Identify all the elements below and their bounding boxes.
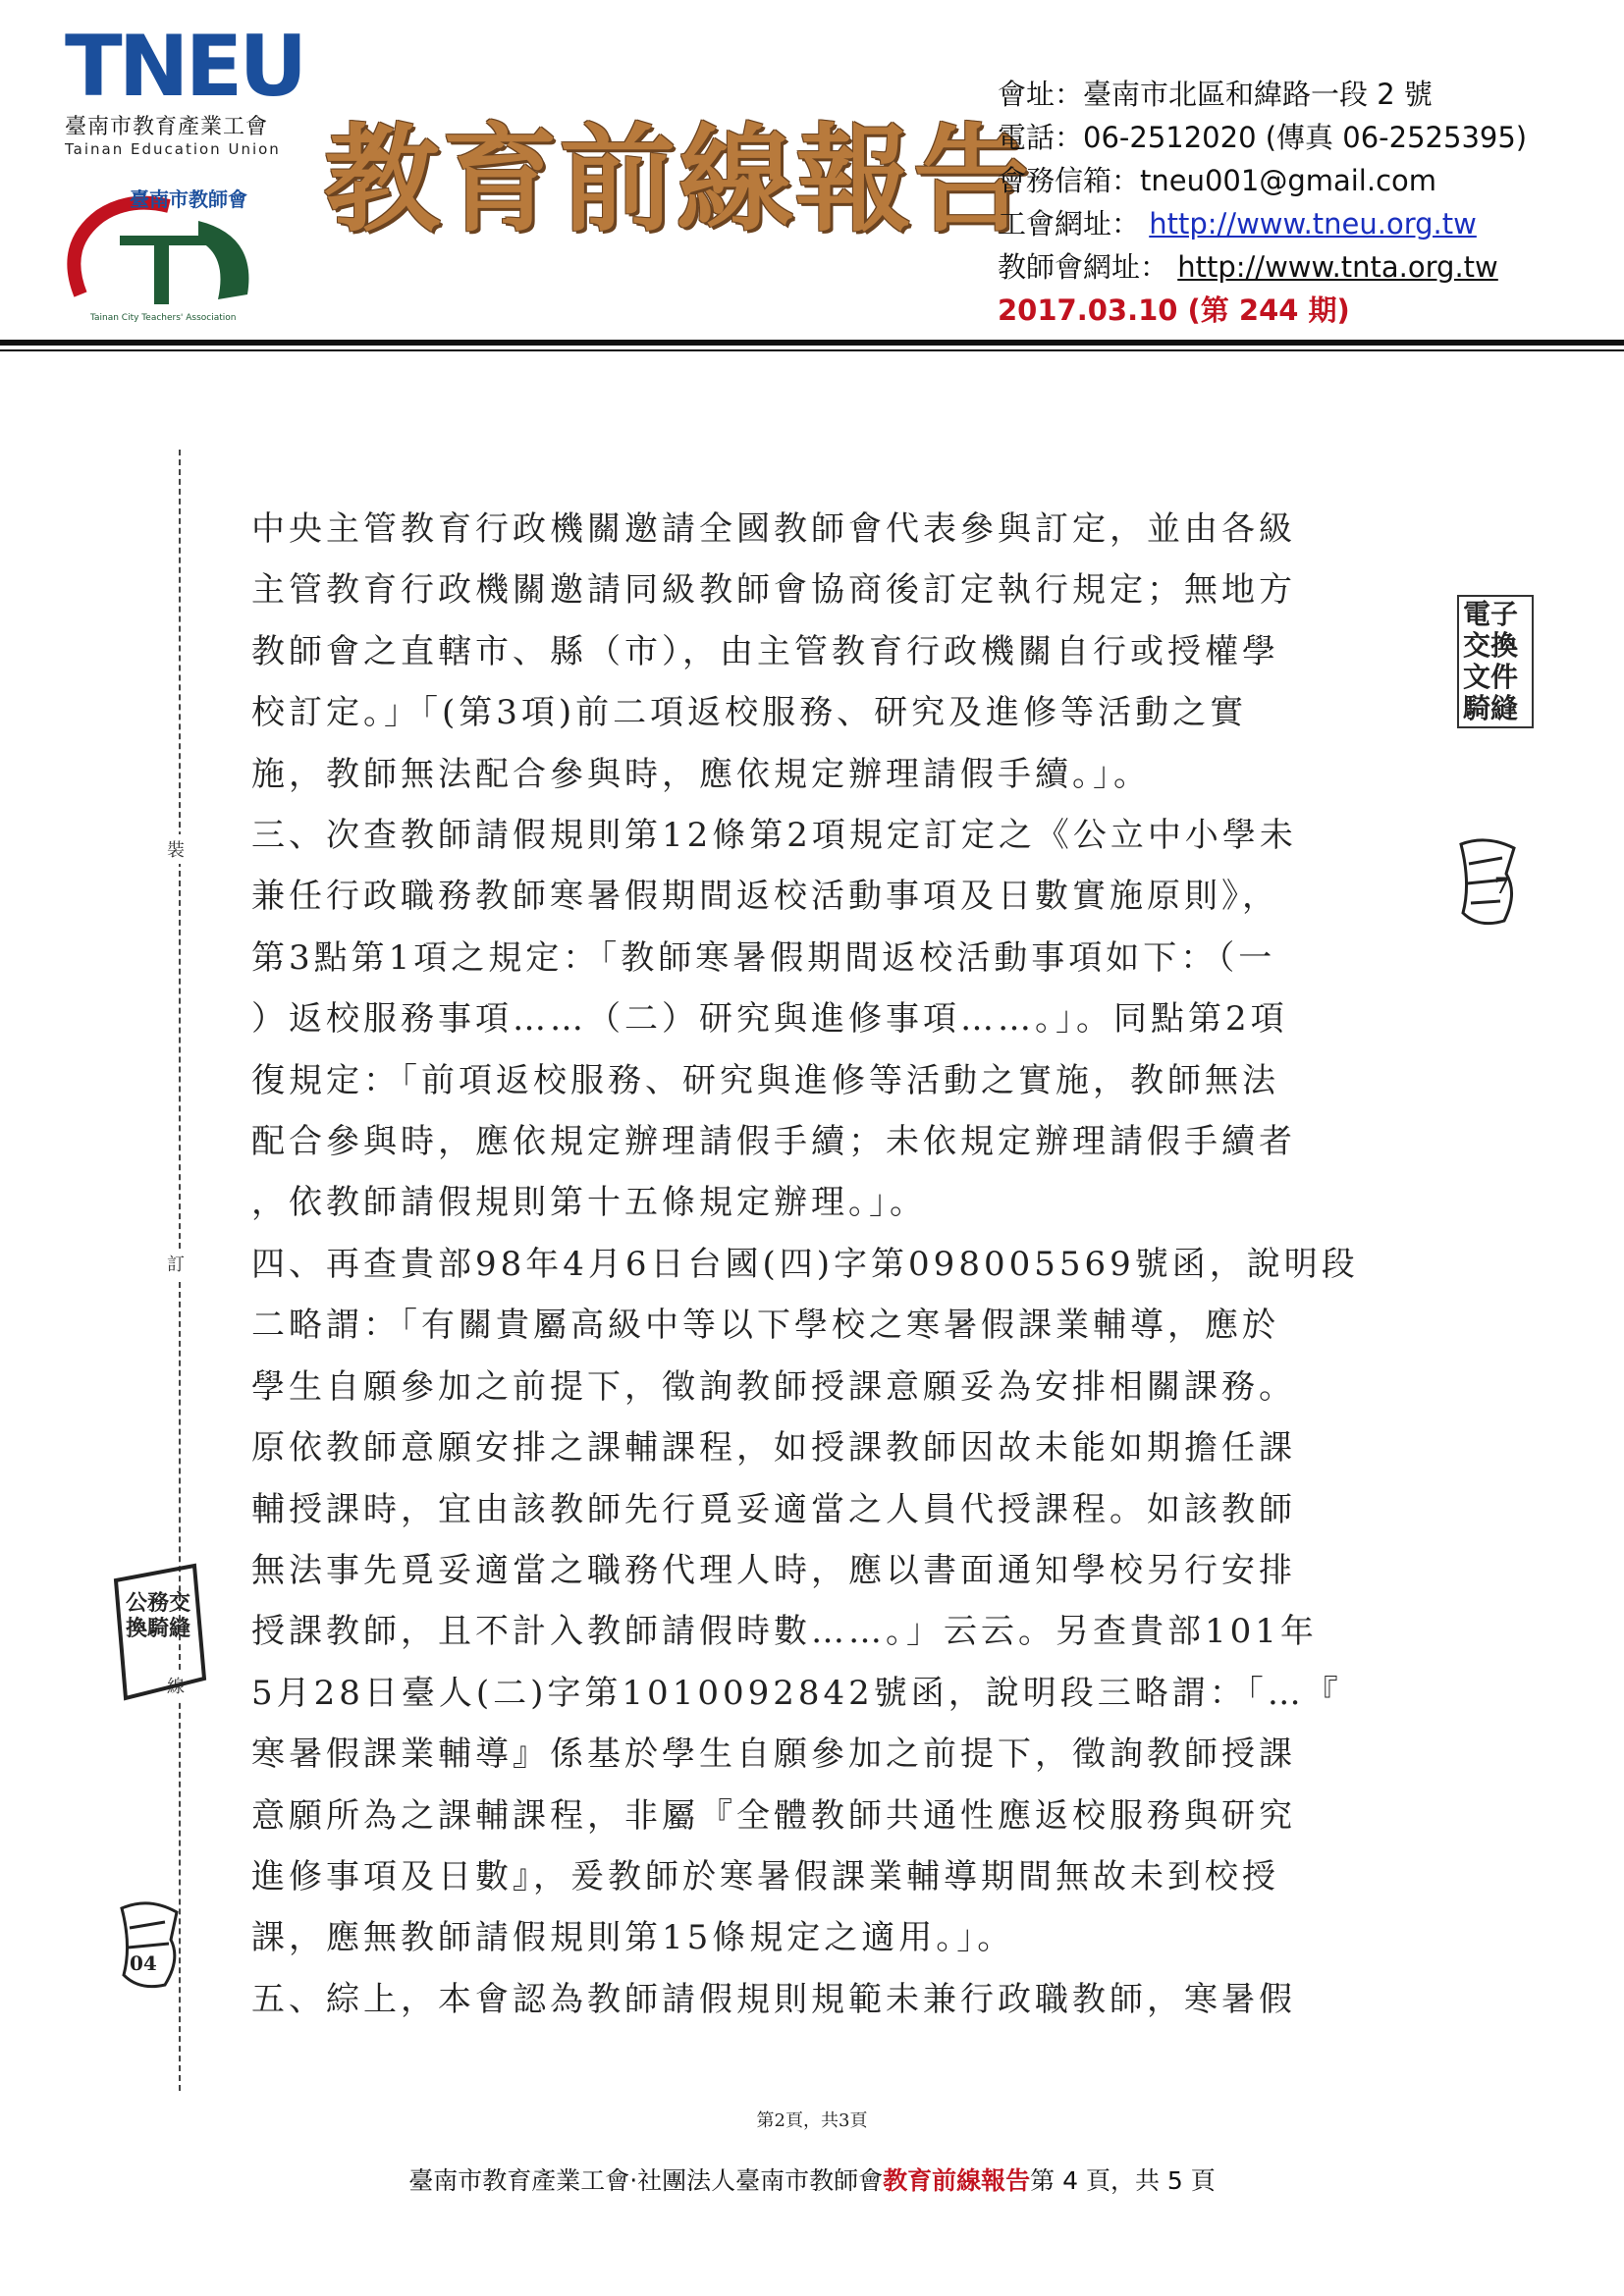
union-name-cn: 臺南市教育產業工會 [65,115,269,139]
left-seal-stamp [106,1561,214,1712]
side-seal-stamp: 電子交換 文件騎縫 [1457,595,1534,728]
body-line: 五、綜上，本會認為教師請假規則規範未兼行政職教師，寒暑假 [251,1979,1296,2019]
footer [0,2162,1624,2197]
union-name-en: Tainan Education Union [65,140,281,158]
footer-org: 臺南市教育產業工會‧社團法人臺南市教師會 [408,2166,884,2195]
left-seal-text: 公務交換騎縫 [126,1590,191,1641]
torn-mark-icon [1457,834,1520,929]
body-line: 學生自願參加之前提下，徵詢教師授課意願妥為安排相關課務。 [251,1366,1296,1407]
address: 會址：臺南市北區和緯路一段 2 號 [998,78,1433,111]
body-line: 意願所為之課輔課程，非屬『全體教師共通性應返校服務與研究 [251,1795,1296,1836]
body-line: 復規定：「前項返校服務、研究與進修等活動之實施，教師無法 [251,1060,1279,1100]
header-rule-thick [0,340,1624,346]
contact-block [998,73,1587,332]
body-line: 寒暑假課業輔導』係基於學生自願參加之前提下，徵詢教師授課 [251,1735,1296,1775]
body-line: 授課教師，且不計入教師請假時數……。」云云。另查貴部101年 [251,1612,1318,1652]
issue-date: 2017.03.10 (第 244 期) [998,294,1350,327]
cut-mark-number-2: 04 [130,1951,157,1975]
body-line: 教師會之直轄市、縣（市），由主管教育行政機關自行或授權學 [251,631,1279,671]
binding-label-zhuang: 裝 [167,834,185,864]
email: 會務信箱：tneu001@gmail.com [998,164,1437,197]
body-line: ）返校服務事項……（二）研究與進修事項……。」。同點第2項 [251,999,1288,1040]
tneu-logo-mark: TNEU [65,18,304,116]
body-line: 施，教師無法配合參與時，應依規定辦理請假手續。」。 [251,754,1151,794]
body-line: 三、次查教師請假規則第12條第2項規定訂定之《公立中小學未 [251,816,1297,856]
assoc-site-label: 教師會網址： [998,250,1169,284]
body-line: 主管教育行政機關邀請同級教師會協商後訂定執行規定；無地方 [251,570,1296,611]
body-line: 兼任行政職務教師寒暑假期間返校活動事項及日數實施原則》， [251,877,1279,917]
cut-mark-stamp [1457,834,1520,933]
body-line: 無法事先覓妥適當之職務代理人時，應以書面通知學校另行安排 [251,1550,1296,1590]
union-site-label: 工會網址： [998,207,1141,240]
body-line: 二略謂：「有關貴屬高級中等以下學校之寒暑假課業輔導，應於 [251,1306,1279,1346]
footer-page: 第 4 頁，共 5 頁 [1030,2166,1216,2195]
assoc-site-row [998,245,1587,289]
header-rule-thin [0,349,1624,351]
tta-logo-en: Tainan City Teachers' Association [90,313,237,323]
body-line: 中央主管教育行政機關邀請全國教師會代表參與訂定，並由各級 [251,509,1296,549]
tta-logo-text: 臺南市教師會 [130,187,247,211]
masthead-title: 教育前線報告 [324,111,1032,247]
cut-mark-stamp-2 [116,1896,185,1995]
body-line: 輔授課時，宜由該教師先行覓妥適當之人員代授課程。如該教師 [251,1489,1296,1529]
footer-publication: 教育前線報告 [883,2166,1031,2195]
union-site-row [998,202,1587,245]
union-site-link[interactable]: http://www.tneu.org.tw [1149,207,1477,240]
torn-mark-icon-2 [116,1896,185,1991]
scanned-letter-body [251,499,1410,2030]
assoc-site-link[interactable]: http://www.tnta.org.tw [1177,250,1498,284]
body-line: 原依教師意願安排之課輔課程，如授課教師因故未能如期擔任課 [251,1428,1296,1468]
tneu-logo [65,18,304,158]
body-line: 5月28日臺人(二)字第1010092842號函，說明段三略謂：「…『 [251,1673,1342,1713]
body-line: 校訂定。」「(第3項)前二項返校服務、研究及進修等活動之實 [251,693,1248,733]
body-line: 配合參與時，應依規定辦理請假手續；未依規定辦理請假手續者 [251,1122,1296,1162]
body-line: 第3點第1項之規定：「教師寒暑假期間返校活動事項如下：（一 [251,937,1276,978]
body-line: ，依教師請假規則第十五條規定辦理。」。 [251,1183,927,1223]
body-line: 進修事項及日數』，爰教師於寒暑假課業輔導期間無故未到校授 [251,1856,1279,1896]
phone: 電話：06-2512020 (傳真 06-2525395) [998,121,1528,154]
body-line: 四、再查貴部98年4月6日台國(四)字第098005569號函，說明段 [251,1244,1359,1284]
binding-label-xian: 線 [167,1671,185,1700]
scan-page-number: 第2頁，共3頁 [756,2110,868,2131]
body-line: 課，應無教師請假規則第15條規定之適用。」。 [251,1918,1015,1958]
teachers-association-logo [61,177,287,324]
cut-mark-number: 7 [1494,874,1510,899]
binding-label-ding: 訂 [167,1249,185,1278]
